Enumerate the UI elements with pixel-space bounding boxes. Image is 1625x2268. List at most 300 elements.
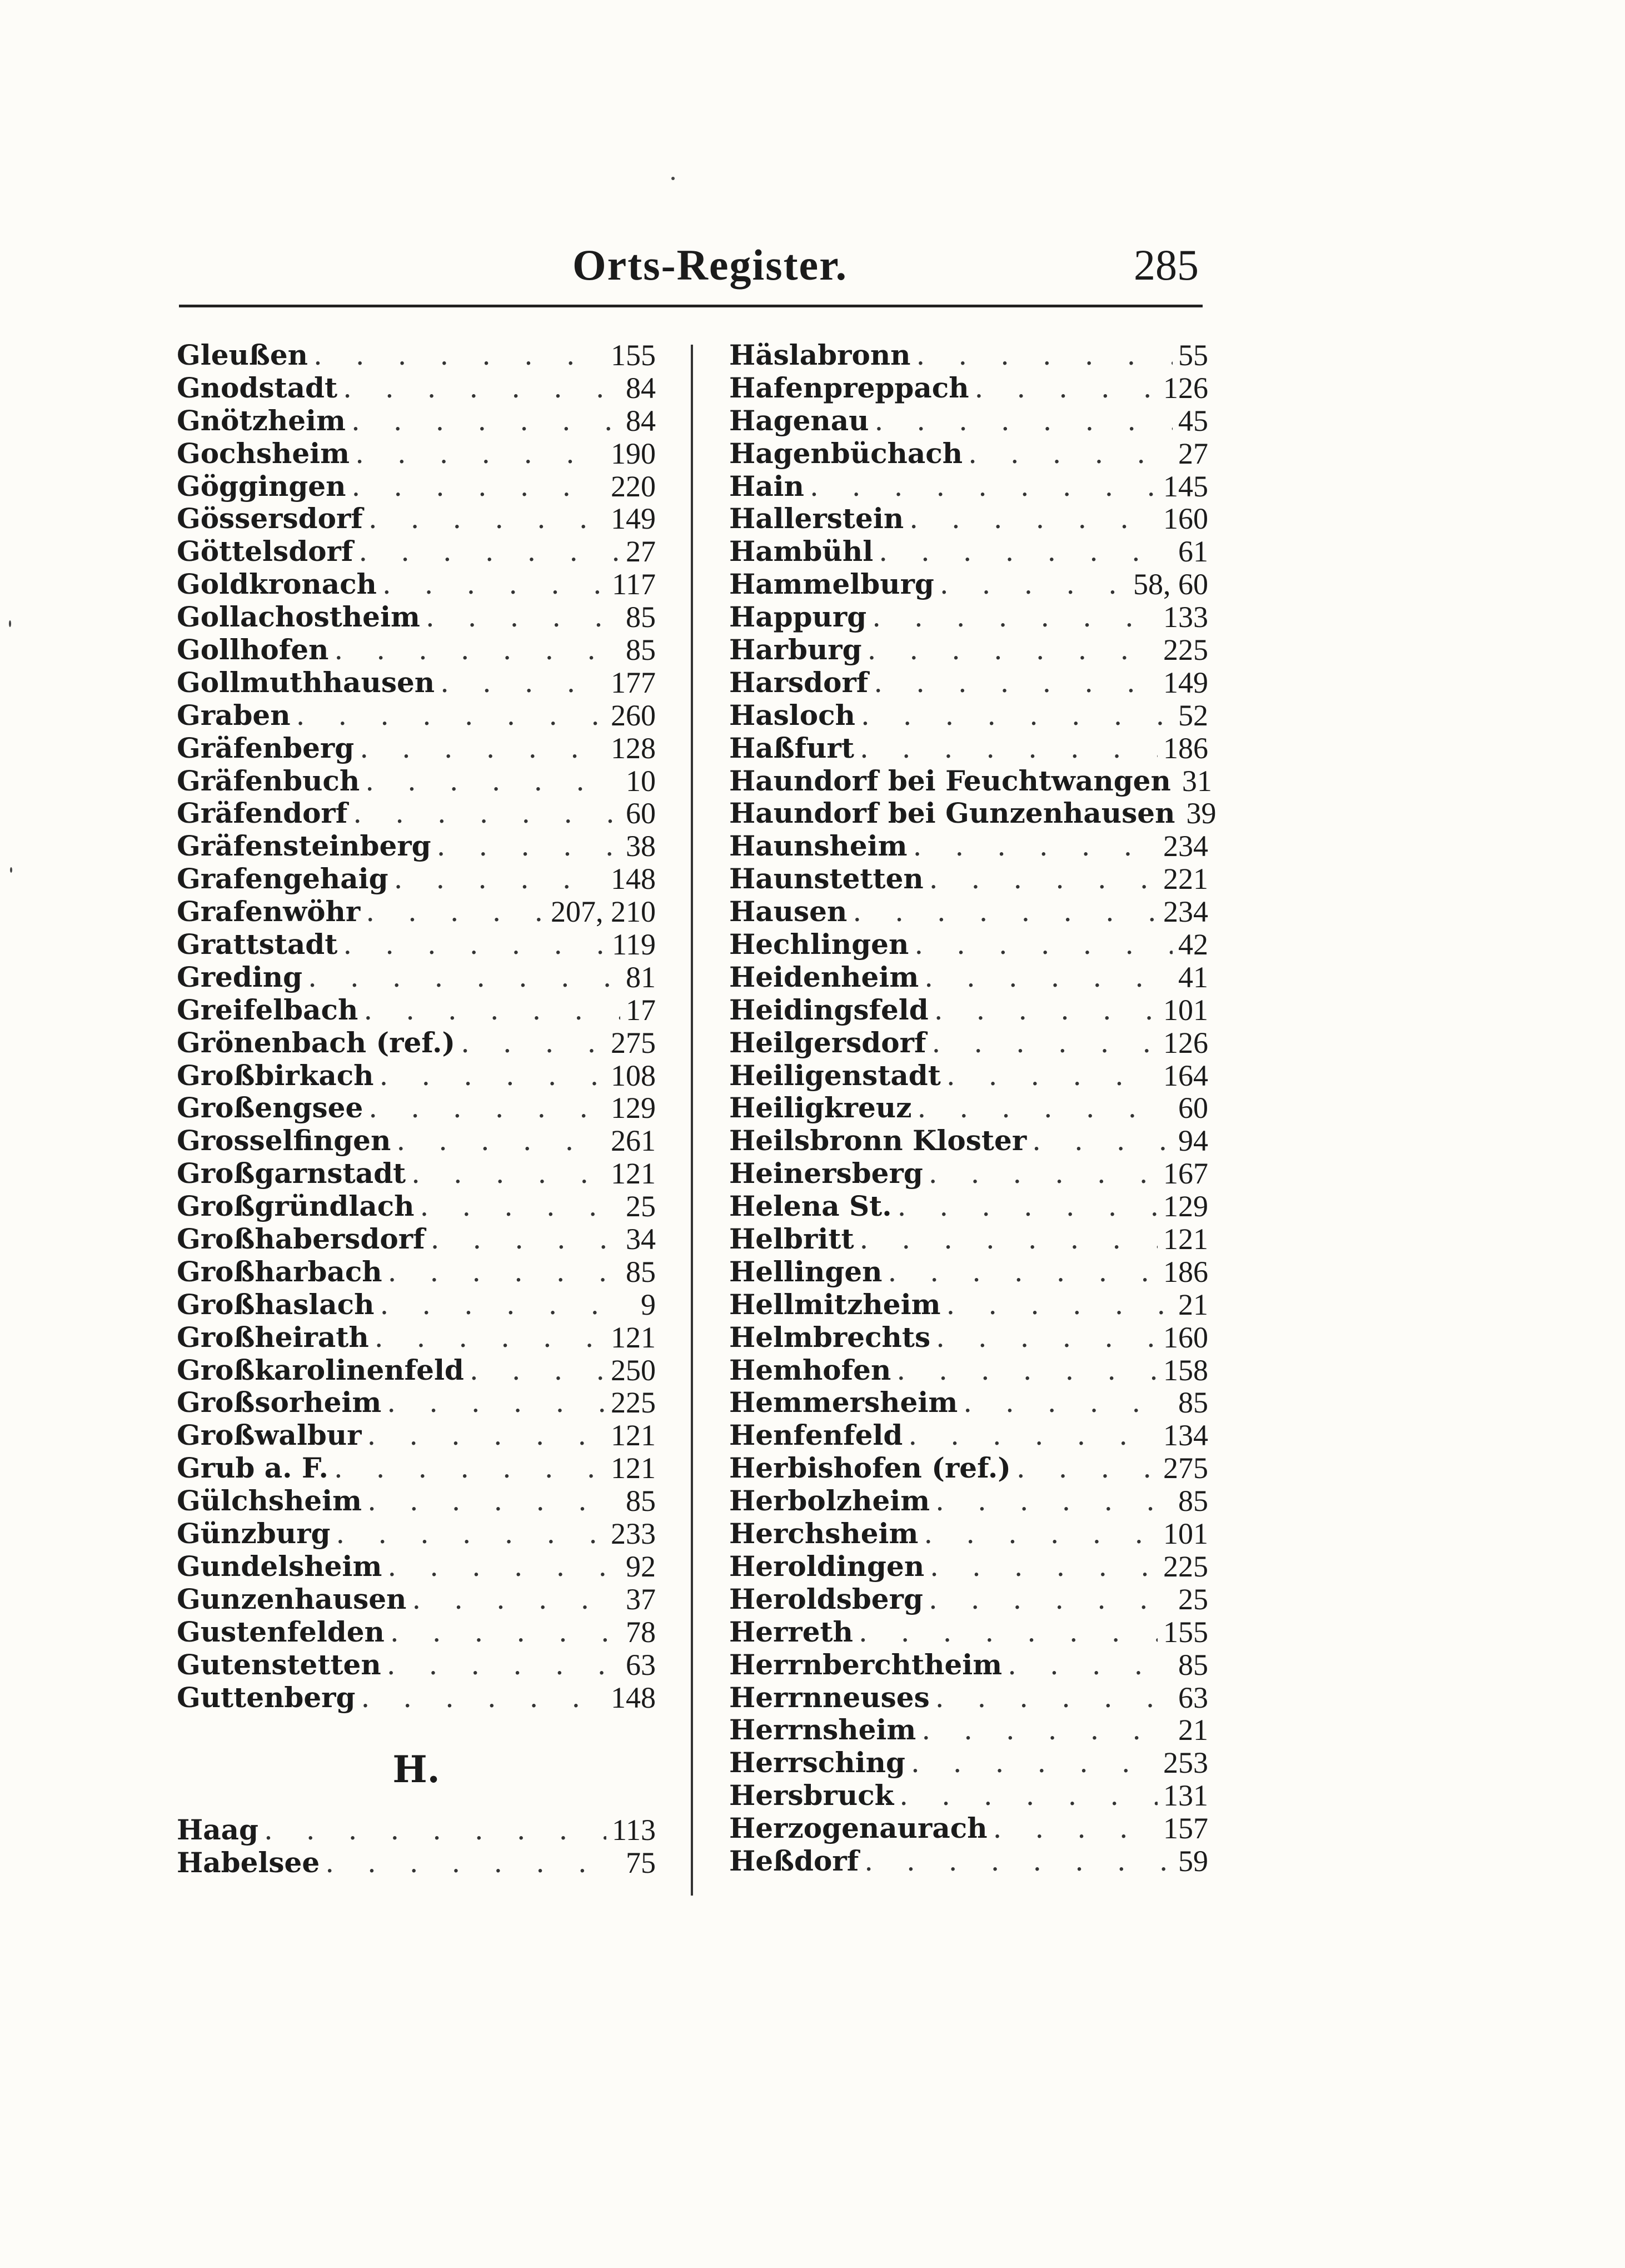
index-entry: [729, 1387, 1208, 1420]
place-name: Grub a. F.: [177, 1451, 328, 1485]
place-name: Göggingen: [177, 469, 346, 503]
index-entry: [177, 1485, 656, 1518]
place-name: Haag: [177, 1813, 258, 1847]
dot-leader: [872, 601, 1158, 634]
index-entry: [177, 994, 656, 1027]
index-entry: [729, 1779, 1208, 1812]
place-name: Habelsee: [177, 1846, 320, 1879]
dot-leader: [1032, 1125, 1173, 1157]
place-name: Helmbrechts: [729, 1320, 931, 1354]
place-name: Großharbach: [177, 1255, 382, 1288]
page-reference: 84: [626, 404, 656, 437]
page-reference: 21: [1178, 1287, 1208, 1321]
index-entry: [729, 797, 1217, 830]
index-entry: [177, 699, 656, 732]
dot-leader: [975, 372, 1158, 405]
place-name: Haunstetten: [729, 862, 924, 896]
dot-leader: [930, 1550, 1158, 1583]
index-entry: [729, 1223, 1208, 1256]
index-entry: [729, 535, 1208, 568]
dot-leader: [935, 1682, 1173, 1714]
dot-leader: [437, 830, 620, 863]
place-name: Haßfurt: [729, 731, 854, 764]
page-reference: 129: [1163, 1190, 1208, 1223]
page-reference: 108: [611, 1058, 656, 1092]
place-name: Herbolzheim: [729, 1484, 930, 1518]
place-name: Herrnsheim: [729, 1713, 916, 1747]
place-name: Haundorf bei Gunzenhausen: [729, 797, 1175, 830]
place-name: Greifelbach: [177, 993, 358, 1026]
index-entry: [729, 896, 1208, 928]
dot-leader: [874, 667, 1158, 699]
page-number: 285: [1134, 241, 1199, 289]
dot-leader: [334, 1452, 605, 1485]
index-entry: [729, 1583, 1208, 1616]
place-name: Hambühl: [729, 535, 874, 568]
place-name: Greding: [177, 960, 303, 993]
place-name: Haunsheim: [729, 829, 908, 863]
place-name: Großwalbur: [177, 1419, 362, 1452]
page-reference: 167: [1163, 1157, 1208, 1191]
dot-leader: [1016, 1452, 1158, 1485]
index-entry: [177, 1092, 656, 1125]
index-entry: [177, 1616, 656, 1649]
place-name: Hausen: [729, 895, 848, 928]
page-reference: 38: [626, 829, 656, 863]
page-reference: 60: [1178, 1091, 1208, 1125]
dot-leader: [879, 535, 1173, 568]
dot-leader: [918, 1092, 1173, 1125]
index-entry: [729, 1354, 1208, 1387]
page-reference: 81: [626, 960, 656, 994]
index-entry: [729, 928, 1208, 961]
index-entry: [729, 863, 1208, 896]
page-reference: 31: [1182, 764, 1212, 798]
print-speck: [10, 867, 12, 873]
place-name: Helbritt: [729, 1222, 854, 1256]
place-name: Großhabersdorf: [177, 1222, 425, 1256]
dot-leader: [853, 896, 1158, 928]
dot-leader: [913, 830, 1158, 863]
place-name: Hechlingen: [729, 928, 909, 961]
page-reference: 157: [1163, 1812, 1208, 1846]
place-name: Hammelburg: [729, 568, 934, 601]
page-reference: 225: [611, 1386, 656, 1420]
index-entry: [729, 1485, 1208, 1518]
index-entry: [177, 1060, 656, 1092]
place-name: Heiligkreuz: [729, 1091, 912, 1125]
index-column-right: [729, 338, 1217, 1878]
dot-leader: [946, 1060, 1158, 1092]
index-entry: [729, 1747, 1208, 1779]
index-entry: [729, 1812, 1208, 1845]
page-reference: 260: [611, 698, 656, 732]
dot-leader: [336, 1518, 605, 1550]
index-entry: [177, 1649, 656, 1682]
index-list-g: [177, 339, 656, 1714]
page-reference: 85: [626, 1484, 656, 1518]
section-heading-h: H.: [392, 1748, 440, 1792]
place-name: Heinersberg: [729, 1157, 923, 1190]
index-entry: [177, 470, 656, 503]
dot-leader: [470, 1354, 605, 1387]
dot-leader: [365, 765, 620, 798]
dot-leader: [940, 568, 1128, 601]
index-entry: [177, 1157, 656, 1190]
place-name: Gnodstadt: [177, 371, 338, 404]
page-reference: 85: [1178, 1386, 1208, 1420]
place-name: Göttelsdorf: [177, 535, 353, 568]
page-reference: 275: [611, 1026, 656, 1060]
index-entry: [729, 1714, 1208, 1747]
page-reference: 221: [1163, 862, 1208, 896]
place-name: Hallerstein: [729, 502, 904, 535]
index-entry: [177, 1289, 656, 1321]
index-entry: [729, 634, 1208, 667]
place-name: Gräfensteinberg: [177, 829, 431, 863]
place-name: Herbishofen (ref.): [729, 1451, 1011, 1485]
index-entry: [177, 437, 656, 470]
index-entry: [177, 503, 656, 535]
page-reference: 155: [611, 338, 656, 372]
place-name: Herrsching: [729, 1746, 905, 1779]
page-reference: 155: [1163, 1615, 1208, 1649]
index-entry: [177, 372, 656, 405]
index-entry: [177, 1387, 656, 1420]
page-reference: 85: [1178, 1648, 1208, 1682]
index-entry: [729, 1321, 1208, 1354]
place-name: Hagenbüchach: [729, 436, 963, 470]
place-name: Großgarnstadt: [177, 1157, 406, 1190]
dot-leader: [1008, 1649, 1173, 1682]
index-entry: [177, 568, 656, 601]
page-reference: 145: [1163, 469, 1208, 503]
index-entry: [177, 1452, 656, 1485]
dot-leader: [936, 1321, 1158, 1354]
index-entry: [177, 1583, 656, 1616]
page-reference: 113: [612, 1813, 656, 1847]
page-reference: 129: [611, 1091, 656, 1125]
dot-leader: [963, 1386, 1173, 1419]
page-reference: 233: [611, 1517, 656, 1551]
page-reference: 55: [1178, 338, 1208, 372]
page-reference: 133: [1163, 600, 1208, 634]
place-name: Großhaslach: [177, 1287, 375, 1321]
place-name: Gleußen: [177, 338, 308, 371]
page-reference: 85: [1178, 1484, 1208, 1518]
index-entry: [729, 1452, 1208, 1485]
place-name: Goldkronach: [177, 568, 377, 601]
index-entry: [729, 830, 1208, 863]
page-reference: 234: [1163, 829, 1208, 863]
index-entry: [177, 601, 656, 634]
place-name: Herzogenaurach: [729, 1812, 988, 1845]
place-name: Günzburg: [177, 1517, 331, 1550]
index-entry: [177, 961, 656, 994]
page-reference: 186: [1163, 731, 1208, 765]
dot-leader: [911, 1747, 1158, 1779]
page-reference: 207, 210: [551, 895, 656, 929]
page-reference: 121: [1163, 1222, 1208, 1256]
index-entry: [729, 1518, 1208, 1550]
dot-leader: [993, 1812, 1158, 1845]
place-name: Hemhofen: [729, 1353, 891, 1386]
dot-leader: [860, 732, 1158, 765]
page-reference: 261: [611, 1124, 656, 1158]
dot-leader: [864, 1845, 1173, 1878]
dot-leader: [380, 1289, 635, 1321]
print-speck: [9, 620, 11, 627]
dot-leader: [924, 1518, 1158, 1550]
page-reference: 225: [1163, 633, 1208, 667]
index-entry: [729, 1419, 1208, 1452]
dot-leader: [361, 1682, 605, 1714]
page-reference: 58, 60: [1133, 568, 1208, 601]
page-reference: 45: [1178, 404, 1208, 437]
index-entry: [177, 1190, 656, 1223]
index-entry: [177, 1125, 656, 1157]
index-entry: [177, 535, 656, 568]
print-speck: [671, 177, 675, 180]
place-name: Herchsheim: [729, 1517, 919, 1550]
index-entry: [729, 1092, 1208, 1125]
place-name: Herrnberchtheim: [729, 1648, 1003, 1681]
place-name: Heidingsfeld: [729, 993, 929, 1026]
index-entry: [177, 339, 656, 372]
page-reference: 39: [1186, 797, 1217, 830]
dot-leader: [308, 961, 620, 994]
index-entry: [729, 994, 1208, 1027]
place-name: Heiligenstadt: [729, 1058, 941, 1092]
dot-leader: [935, 1485, 1173, 1518]
page-reference: 85: [626, 1255, 656, 1289]
index-entry: [729, 339, 1208, 372]
dot-leader: [296, 699, 605, 732]
place-name: Großbirkach: [177, 1058, 374, 1092]
index-entry: [729, 667, 1208, 699]
index-entry: [177, 863, 656, 896]
place-name: Grafengehaig: [177, 862, 388, 896]
place-name: Hellingen: [729, 1255, 883, 1288]
page-reference: 37: [626, 1582, 656, 1616]
page-reference: 34: [626, 1222, 656, 1256]
dot-leader: [368, 503, 605, 535]
place-name: Gräfendorf: [177, 797, 348, 830]
index-entry: [729, 1190, 1208, 1223]
dot-leader: [380, 1060, 605, 1092]
dot-leader: [355, 437, 605, 470]
place-name: Häslabronn: [729, 338, 911, 371]
index-entry: [177, 765, 656, 798]
index-entry: [729, 1027, 1208, 1060]
dot-leader: [931, 1027, 1158, 1060]
page-title: Orts-Register.: [572, 241, 848, 289]
place-name: Großheirath: [177, 1320, 369, 1354]
dot-leader: [351, 470, 605, 503]
dot-leader: [387, 1386, 605, 1419]
index-entry: [177, 1027, 656, 1060]
page-reference: 101: [1163, 993, 1208, 1027]
place-name: Hain: [729, 469, 804, 503]
place-name: Grönenbach (ref.): [177, 1026, 456, 1059]
place-name: Grafenwöhr: [177, 895, 361, 928]
dot-leader: [367, 1419, 605, 1452]
index-entry: [729, 372, 1208, 405]
dot-leader: [388, 1256, 620, 1289]
place-name: Harsdorf: [729, 665, 869, 699]
page-reference: 121: [611, 1451, 656, 1485]
page-reference: 149: [1163, 665, 1208, 699]
dot-leader: [968, 437, 1173, 470]
page-reference: 275: [1163, 1451, 1208, 1485]
page-reference: 25: [1178, 1582, 1208, 1616]
page-reference: 63: [626, 1648, 656, 1682]
dot-leader: [334, 634, 620, 667]
index-entry: [177, 1223, 656, 1256]
page-reference: 101: [1163, 1517, 1208, 1551]
page-reference: 158: [1163, 1353, 1208, 1387]
index-entry: [729, 470, 1208, 503]
page-reference: 27: [626, 535, 656, 569]
dot-leader: [440, 667, 605, 699]
page-reference: 85: [626, 600, 656, 634]
index-list-h-left: [177, 1814, 656, 1879]
place-name: Guttenberg: [177, 1680, 356, 1714]
place-name: Herreth: [729, 1615, 853, 1648]
page-reference: 126: [1163, 1026, 1208, 1060]
page-reference: 61: [1178, 535, 1208, 569]
index-entry: [177, 830, 656, 863]
dot-leader: [898, 1190, 1158, 1223]
place-name: Heilsbronn Kloster: [729, 1124, 1027, 1157]
dot-leader: [264, 1814, 606, 1847]
index-entry: [177, 1256, 656, 1289]
index-entry: [729, 1060, 1208, 1092]
page-reference: 148: [611, 1680, 656, 1714]
page-reference: 225: [1163, 1549, 1208, 1583]
place-name: Gnötzheim: [177, 404, 346, 437]
dot-leader: [358, 535, 620, 568]
index-entry: [177, 1847, 656, 1879]
index-entry: [729, 437, 1208, 470]
dot-leader: [394, 863, 605, 896]
dot-leader: [343, 372, 620, 405]
index-column-left: [177, 339, 656, 1879]
dot-leader: [396, 1125, 605, 1157]
dot-leader: [924, 961, 1173, 994]
dot-leader: [412, 1583, 620, 1616]
dot-leader: [868, 634, 1158, 667]
index-entry: [177, 1814, 656, 1847]
index-entry: [177, 634, 656, 667]
dot-leader: [929, 863, 1158, 896]
index-list-h-right: [729, 338, 1217, 1878]
page-reference: 9: [641, 1287, 656, 1321]
page-reference: 41: [1178, 960, 1208, 994]
page-reference: 59: [1178, 1844, 1208, 1878]
index-entry: [177, 928, 656, 961]
dot-leader: [382, 568, 606, 601]
place-name: Gräfenbuch: [177, 764, 360, 797]
page-reference: 52: [1178, 698, 1208, 732]
place-name: Grosselfingen: [177, 1124, 391, 1157]
dot-leader: [387, 1550, 620, 1583]
place-name: Gochsheim: [177, 436, 350, 470]
place-name: Henfenfeld: [729, 1419, 903, 1452]
dot-leader: [916, 339, 1173, 372]
place-name: Heidenheim: [729, 960, 919, 993]
dot-leader: [343, 928, 606, 961]
page-reference: 149: [611, 502, 656, 536]
dot-leader: [313, 339, 605, 372]
dot-leader: [367, 1485, 620, 1518]
index-entry: [729, 1256, 1208, 1289]
dot-leader: [861, 699, 1173, 732]
dot-leader: [888, 1256, 1158, 1289]
index-entry: [177, 1518, 656, 1550]
index-entry: [729, 1682, 1208, 1714]
dot-leader: [934, 994, 1158, 1027]
place-name: Grattstadt: [177, 928, 338, 961]
page-reference: 234: [1163, 895, 1208, 929]
page-reference: 42: [1178, 928, 1208, 962]
index-entry: [729, 568, 1208, 601]
dot-leader: [929, 1583, 1173, 1616]
place-name: Harburg: [729, 633, 862, 666]
place-name: Haundorf bei Feuchtwangen: [729, 764, 1171, 797]
dot-leader: [810, 470, 1158, 503]
dot-leader: [411, 1157, 605, 1190]
dot-leader: [366, 896, 545, 928]
page-reference: 148: [611, 862, 656, 896]
place-name: Hellmitzheim: [729, 1287, 941, 1321]
place-name: Hemmersheim: [729, 1386, 958, 1419]
column-divider: [691, 345, 693, 1896]
index-entry: [729, 732, 1208, 765]
dot-leader: [426, 601, 620, 634]
dot-leader: [909, 503, 1158, 535]
page-reference: 220: [611, 469, 656, 503]
index-entry: [729, 1550, 1208, 1583]
index-entry: [177, 667, 656, 699]
page-reference: 21: [1178, 1713, 1208, 1747]
page-reference: 78: [626, 1615, 656, 1649]
dot-leader: [420, 1190, 620, 1223]
index-entry: [729, 961, 1208, 994]
index-entry: [729, 699, 1208, 732]
place-name: Hasloch: [729, 698, 855, 732]
place-name: Gollhofen: [177, 633, 329, 666]
page-reference: 92: [626, 1549, 656, 1583]
place-name: Heroldsberg: [729, 1582, 923, 1615]
dot-leader: [908, 1419, 1158, 1452]
place-name: Großengsee: [177, 1091, 363, 1125]
page-reference: 119: [612, 928, 656, 962]
place-name: Graben: [177, 698, 291, 732]
index-entry: [177, 1550, 656, 1583]
index-entry: [177, 1682, 656, 1714]
page-reference: 85: [626, 633, 656, 667]
page-reference: 121: [611, 1320, 656, 1354]
page-reference: 134: [1163, 1419, 1208, 1453]
page-reference: 10: [626, 764, 656, 798]
page-reference: 250: [611, 1353, 656, 1387]
index-entry: [729, 1616, 1208, 1649]
page-reference: 25: [626, 1190, 656, 1223]
page-reference: 253: [1163, 1746, 1208, 1780]
index-entry: [729, 601, 1208, 634]
dot-leader: [368, 1092, 605, 1125]
